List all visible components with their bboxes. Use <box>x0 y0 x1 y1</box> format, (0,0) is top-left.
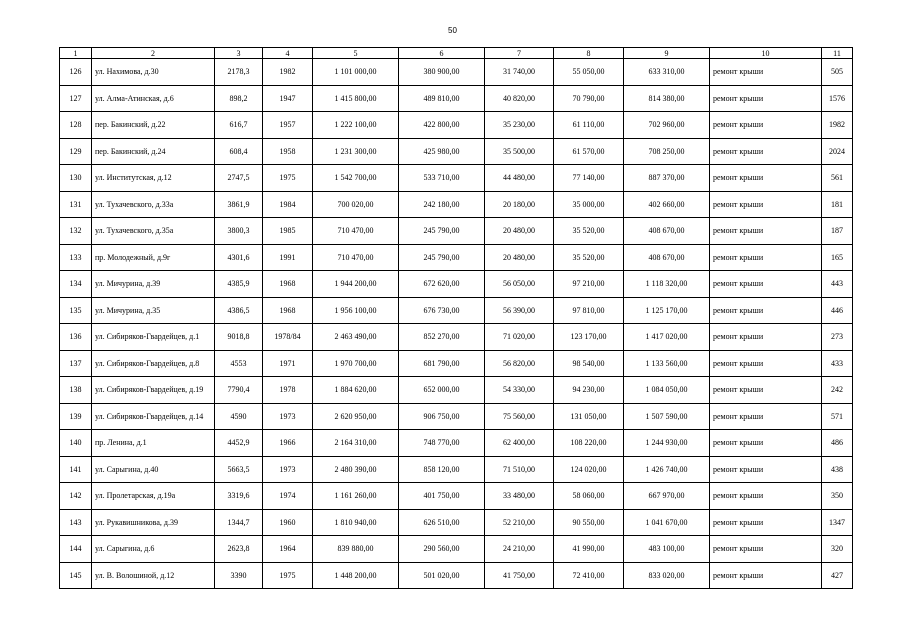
year-cell: 1968 <box>263 271 313 298</box>
col11-cell: 486 <box>822 430 853 457</box>
amount-col7-cell: 35 230,00 <box>485 112 554 139</box>
amount-col6-cell: 425 980,00 <box>399 138 485 165</box>
amount-col5-cell: 2 480 390,00 <box>313 456 399 483</box>
amount-col7-cell: 33 480,00 <box>485 483 554 510</box>
amount-col7-cell: 40 820,00 <box>485 85 554 112</box>
amount-col6-cell: 401 750,00 <box>399 483 485 510</box>
row-number: 140 <box>60 430 92 457</box>
table-row <box>60 509 853 536</box>
row-number: 142 <box>60 483 92 510</box>
year-cell: 1974 <box>263 483 313 510</box>
address-cell: ул. Мичурина, д.39 <box>92 271 215 298</box>
amount-col8-cell: 131 050,00 <box>554 403 624 430</box>
address-cell: ул. Алма-Атинская, д.6 <box>92 85 215 112</box>
col11-cell: 1576 <box>822 85 853 112</box>
amount-col5-cell: 1 810 940,00 <box>313 509 399 536</box>
table-row <box>60 297 853 324</box>
amount-col7-cell: 56 820,00 <box>485 350 554 377</box>
address-cell: ул. В. Волошиной, д.12 <box>92 562 215 589</box>
area-cell: 4301,6 <box>215 244 263 271</box>
year-cell: 1964 <box>263 536 313 563</box>
year-cell: 1978/84 <box>263 324 313 351</box>
work-type-cell: ремонт крыши <box>710 85 822 112</box>
address-cell: ул. Сибиряков-Гвардейцев, д.19 <box>92 377 215 404</box>
row-number: 143 <box>60 509 92 536</box>
amount-col6-cell: 852 270,00 <box>399 324 485 351</box>
amount-col7-cell: 20 180,00 <box>485 191 554 218</box>
work-type-cell: ремонт крыши <box>710 324 822 351</box>
amount-col5-cell: 1 884 620,00 <box>313 377 399 404</box>
area-cell: 608,4 <box>215 138 263 165</box>
amount-col9-cell: 667 970,00 <box>624 483 710 510</box>
amount-col8-cell: 41 990,00 <box>554 536 624 563</box>
table-row <box>60 324 853 351</box>
amount-col5-cell: 710 470,00 <box>313 218 399 245</box>
col11-cell: 181 <box>822 191 853 218</box>
row-number: 137 <box>60 350 92 377</box>
amount-col7-cell: 35 500,00 <box>485 138 554 165</box>
amount-col9-cell: 1 041 670,00 <box>624 509 710 536</box>
amount-col5-cell: 1 970 700,00 <box>313 350 399 377</box>
area-cell: 4452,9 <box>215 430 263 457</box>
amount-col5-cell: 700 020,00 <box>313 191 399 218</box>
year-cell: 1966 <box>263 430 313 457</box>
col11-cell: 571 <box>822 403 853 430</box>
address-cell: пр. Молодежный, д.9г <box>92 244 215 271</box>
amount-col5-cell: 1 222 100,00 <box>313 112 399 139</box>
address-cell: пр. Ленина, д.1 <box>92 430 215 457</box>
amount-col7-cell: 52 210,00 <box>485 509 554 536</box>
amount-col9-cell: 708 250,00 <box>624 138 710 165</box>
amount-col6-cell: 290 560,00 <box>399 536 485 563</box>
column-header-8: 8 <box>554 48 624 59</box>
amount-col7-cell: 71 020,00 <box>485 324 554 351</box>
amount-col7-cell: 75 560,00 <box>485 403 554 430</box>
address-cell: ул. Нахимова, д.30 <box>92 59 215 86</box>
table-row <box>60 377 853 404</box>
amount-col7-cell: 71 510,00 <box>485 456 554 483</box>
year-cell: 1975 <box>263 562 313 589</box>
work-type-cell: ремонт крыши <box>710 138 822 165</box>
work-type-cell: ремонт крыши <box>710 350 822 377</box>
amount-col6-cell: 748 770,00 <box>399 430 485 457</box>
area-cell: 4553 <box>215 350 263 377</box>
work-type-cell: ремонт крыши <box>710 562 822 589</box>
work-type-cell: ремонт крыши <box>710 536 822 563</box>
year-cell: 1960 <box>263 509 313 536</box>
col11-cell: 165 <box>822 244 853 271</box>
amount-col9-cell: 633 310,00 <box>624 59 710 86</box>
row-number: 136 <box>60 324 92 351</box>
address-cell: ул. Мичурина, д.35 <box>92 297 215 324</box>
amount-col8-cell: 90 550,00 <box>554 509 624 536</box>
amount-col8-cell: 94 230,00 <box>554 377 624 404</box>
area-cell: 3390 <box>215 562 263 589</box>
amount-col5-cell: 1 944 200,00 <box>313 271 399 298</box>
col11-cell: 433 <box>822 350 853 377</box>
col11-cell: 427 <box>822 562 853 589</box>
amount-col8-cell: 35 520,00 <box>554 218 624 245</box>
row-number: 134 <box>60 271 92 298</box>
table-row <box>60 165 853 192</box>
amount-col9-cell: 402 660,00 <box>624 191 710 218</box>
year-cell: 1968 <box>263 297 313 324</box>
area-cell: 5663,5 <box>215 456 263 483</box>
address-cell: ул. Тухачевского, д.33а <box>92 191 215 218</box>
table-row <box>60 350 853 377</box>
amount-col6-cell: 652 000,00 <box>399 377 485 404</box>
address-cell: ул. Тухачевского, д.35а <box>92 218 215 245</box>
col11-cell: 438 <box>822 456 853 483</box>
col11-cell: 242 <box>822 377 853 404</box>
amount-col5-cell: 1 956 100,00 <box>313 297 399 324</box>
row-number: 131 <box>60 191 92 218</box>
year-cell: 1973 <box>263 456 313 483</box>
amount-col6-cell: 489 810,00 <box>399 85 485 112</box>
area-cell: 4590 <box>215 403 263 430</box>
amount-col7-cell: 44 480,00 <box>485 165 554 192</box>
col11-cell: 1347 <box>822 509 853 536</box>
amount-col9-cell: 702 960,00 <box>624 112 710 139</box>
area-cell: 3861,9 <box>215 191 263 218</box>
amount-col7-cell: 41 750,00 <box>485 562 554 589</box>
amount-col9-cell: 408 670,00 <box>624 244 710 271</box>
amount-col8-cell: 72 410,00 <box>554 562 624 589</box>
row-number: 129 <box>60 138 92 165</box>
amount-col5-cell: 839 880,00 <box>313 536 399 563</box>
table-row <box>60 138 853 165</box>
area-cell: 4385,9 <box>215 271 263 298</box>
amount-col8-cell: 123 170,00 <box>554 324 624 351</box>
table-row <box>60 191 853 218</box>
amount-col9-cell: 1 084 050,00 <box>624 377 710 404</box>
table-row <box>60 244 853 271</box>
amount-col6-cell: 245 790,00 <box>399 244 485 271</box>
table-row <box>60 403 853 430</box>
row-number: 138 <box>60 377 92 404</box>
work-type-cell: ремонт крыши <box>710 244 822 271</box>
work-type-cell: ремонт крыши <box>710 191 822 218</box>
area-cell: 1344,7 <box>215 509 263 536</box>
amount-col7-cell: 24 210,00 <box>485 536 554 563</box>
amount-col6-cell: 245 790,00 <box>399 218 485 245</box>
table-row <box>60 536 853 563</box>
amount-col8-cell: 77 140,00 <box>554 165 624 192</box>
year-cell: 1973 <box>263 403 313 430</box>
column-header-9: 9 <box>624 48 710 59</box>
amount-col7-cell: 62 400,00 <box>485 430 554 457</box>
page-number: 50 <box>448 26 457 35</box>
work-type-cell: ремонт крыши <box>710 59 822 86</box>
address-cell: ул. Сибиряков-Гвардейцев, д.14 <box>92 403 215 430</box>
amount-col6-cell: 242 180,00 <box>399 191 485 218</box>
work-type-cell: ремонт крыши <box>710 456 822 483</box>
work-type-cell: ремонт крыши <box>710 112 822 139</box>
column-header-6: 6 <box>399 48 485 59</box>
amount-col6-cell: 681 790,00 <box>399 350 485 377</box>
row-number: 141 <box>60 456 92 483</box>
amount-col8-cell: 58 060,00 <box>554 483 624 510</box>
col11-cell: 446 <box>822 297 853 324</box>
area-cell: 898,2 <box>215 85 263 112</box>
amount-col6-cell: 676 730,00 <box>399 297 485 324</box>
amount-col8-cell: 98 540,00 <box>554 350 624 377</box>
amount-col5-cell: 2 164 310,00 <box>313 430 399 457</box>
area-cell: 2747,5 <box>215 165 263 192</box>
year-cell: 1984 <box>263 191 313 218</box>
col11-cell: 320 <box>822 536 853 563</box>
repair-register-table <box>59 47 853 589</box>
amount-col6-cell: 906 750,00 <box>399 403 485 430</box>
amount-col8-cell: 61 570,00 <box>554 138 624 165</box>
work-type-cell: ремонт крыши <box>710 297 822 324</box>
table-row <box>60 85 853 112</box>
work-type-cell: ремонт крыши <box>710 509 822 536</box>
col11-cell: 1982 <box>822 112 853 139</box>
amount-col5-cell: 1 448 200,00 <box>313 562 399 589</box>
address-cell: пер. Бакинский, д.24 <box>92 138 215 165</box>
column-header-3: 3 <box>215 48 263 59</box>
address-cell: пер. Бакинский, д.22 <box>92 112 215 139</box>
amount-col9-cell: 483 100,00 <box>624 536 710 563</box>
amount-col9-cell: 814 380,00 <box>624 85 710 112</box>
amount-col7-cell: 20 480,00 <box>485 218 554 245</box>
amount-col9-cell: 1 417 020,00 <box>624 324 710 351</box>
amount-col5-cell: 2 463 490,00 <box>313 324 399 351</box>
table-row <box>60 483 853 510</box>
column-header-11: 11 <box>822 48 853 59</box>
amount-col5-cell: 1 101 000,00 <box>313 59 399 86</box>
amount-col5-cell: 1 415 800,00 <box>313 85 399 112</box>
amount-col9-cell: 1 244 930,00 <box>624 430 710 457</box>
address-cell: ул. Сарыгина, д.6 <box>92 536 215 563</box>
area-cell: 9018,8 <box>215 324 263 351</box>
address-cell: ул. Пролетарская, д.19а <box>92 483 215 510</box>
year-cell: 1985 <box>263 218 313 245</box>
amount-col5-cell: 710 470,00 <box>313 244 399 271</box>
table-row <box>60 112 853 139</box>
amount-col6-cell: 626 510,00 <box>399 509 485 536</box>
col11-cell: 187 <box>822 218 853 245</box>
table-row <box>60 59 853 86</box>
row-number: 126 <box>60 59 92 86</box>
row-number: 144 <box>60 536 92 563</box>
amount-col8-cell: 35 000,00 <box>554 191 624 218</box>
address-cell: ул. Институтская, д.12 <box>92 165 215 192</box>
address-cell: ул. Сарыгина, д.40 <box>92 456 215 483</box>
amount-col7-cell: 56 050,00 <box>485 271 554 298</box>
column-header-2: 2 <box>92 48 215 59</box>
amount-col8-cell: 124 020,00 <box>554 456 624 483</box>
year-cell: 1982 <box>263 59 313 86</box>
table-header <box>60 48 853 59</box>
table-row <box>60 218 853 245</box>
work-type-cell: ремонт крыши <box>710 430 822 457</box>
row-number: 133 <box>60 244 92 271</box>
work-type-cell: ремонт крыши <box>710 165 822 192</box>
area-cell: 7790,4 <box>215 377 263 404</box>
year-cell: 1991 <box>263 244 313 271</box>
col11-cell: 443 <box>822 271 853 298</box>
amount-col9-cell: 1 133 560,00 <box>624 350 710 377</box>
amount-col8-cell: 97 810,00 <box>554 297 624 324</box>
amount-col6-cell: 422 800,00 <box>399 112 485 139</box>
column-header-4: 4 <box>263 48 313 59</box>
amount-col7-cell: 31 740,00 <box>485 59 554 86</box>
amount-col8-cell: 35 520,00 <box>554 244 624 271</box>
year-cell: 1958 <box>263 138 313 165</box>
amount-col8-cell: 108 220,00 <box>554 430 624 457</box>
column-header-5: 5 <box>313 48 399 59</box>
amount-col5-cell: 1 161 260,00 <box>313 483 399 510</box>
col11-cell: 561 <box>822 165 853 192</box>
work-type-cell: ремонт крыши <box>710 403 822 430</box>
amount-col9-cell: 887 370,00 <box>624 165 710 192</box>
amount-col6-cell: 501 020,00 <box>399 562 485 589</box>
work-type-cell: ремонт крыши <box>710 483 822 510</box>
address-cell: ул. Сибиряков-Гвардейцев, д.8 <box>92 350 215 377</box>
table-row <box>60 456 853 483</box>
table-row <box>60 430 853 457</box>
amount-col9-cell: 408 670,00 <box>624 218 710 245</box>
year-cell: 1957 <box>263 112 313 139</box>
amount-col7-cell: 54 330,00 <box>485 377 554 404</box>
table-row <box>60 271 853 298</box>
year-cell: 1971 <box>263 350 313 377</box>
amount-col9-cell: 1 125 170,00 <box>624 297 710 324</box>
amount-col7-cell: 20 480,00 <box>485 244 554 271</box>
amount-col6-cell: 858 120,00 <box>399 456 485 483</box>
amount-col9-cell: 1 118 320,00 <box>624 271 710 298</box>
year-cell: 1975 <box>263 165 313 192</box>
column-header-1: 1 <box>60 48 92 59</box>
header-row <box>60 48 853 59</box>
amount-col8-cell: 70 790,00 <box>554 85 624 112</box>
amount-col9-cell: 1 507 590,00 <box>624 403 710 430</box>
year-cell: 1947 <box>263 85 313 112</box>
column-header-7: 7 <box>485 48 554 59</box>
row-number: 145 <box>60 562 92 589</box>
col11-cell: 505 <box>822 59 853 86</box>
row-number: 127 <box>60 85 92 112</box>
column-header-10: 10 <box>710 48 822 59</box>
work-type-cell: ремонт крыши <box>710 218 822 245</box>
col11-cell: 273 <box>822 324 853 351</box>
row-number: 139 <box>60 403 92 430</box>
amount-col8-cell: 61 110,00 <box>554 112 624 139</box>
amount-col6-cell: 380 900,00 <box>399 59 485 86</box>
amount-col8-cell: 55 050,00 <box>554 59 624 86</box>
table-row <box>60 562 853 589</box>
area-cell: 4386,5 <box>215 297 263 324</box>
amount-col6-cell: 672 620,00 <box>399 271 485 298</box>
row-number: 132 <box>60 218 92 245</box>
amount-col9-cell: 1 426 740,00 <box>624 456 710 483</box>
row-number: 128 <box>60 112 92 139</box>
amount-col5-cell: 1 231 300,00 <box>313 138 399 165</box>
row-number: 135 <box>60 297 92 324</box>
address-cell: ул. Рукавишникова, д.39 <box>92 509 215 536</box>
amount-col6-cell: 533 710,00 <box>399 165 485 192</box>
area-cell: 3800,3 <box>215 218 263 245</box>
area-cell: 2623,8 <box>215 536 263 563</box>
amount-col5-cell: 1 542 700,00 <box>313 165 399 192</box>
amount-col9-cell: 833 020,00 <box>624 562 710 589</box>
amount-col8-cell: 97 210,00 <box>554 271 624 298</box>
area-cell: 616,7 <box>215 112 263 139</box>
work-type-cell: ремонт крыши <box>710 377 822 404</box>
table-body <box>60 59 853 589</box>
col11-cell: 350 <box>822 483 853 510</box>
amount-col5-cell: 2 620 950,00 <box>313 403 399 430</box>
area-cell: 2178,3 <box>215 59 263 86</box>
year-cell: 1978 <box>263 377 313 404</box>
row-number: 130 <box>60 165 92 192</box>
address-cell: ул. Сибиряков-Гвардейцев, д.1 <box>92 324 215 351</box>
work-type-cell: ремонт крыши <box>710 271 822 298</box>
col11-cell: 2024 <box>822 138 853 165</box>
area-cell: 3319,6 <box>215 483 263 510</box>
amount-col7-cell: 56 390,00 <box>485 297 554 324</box>
